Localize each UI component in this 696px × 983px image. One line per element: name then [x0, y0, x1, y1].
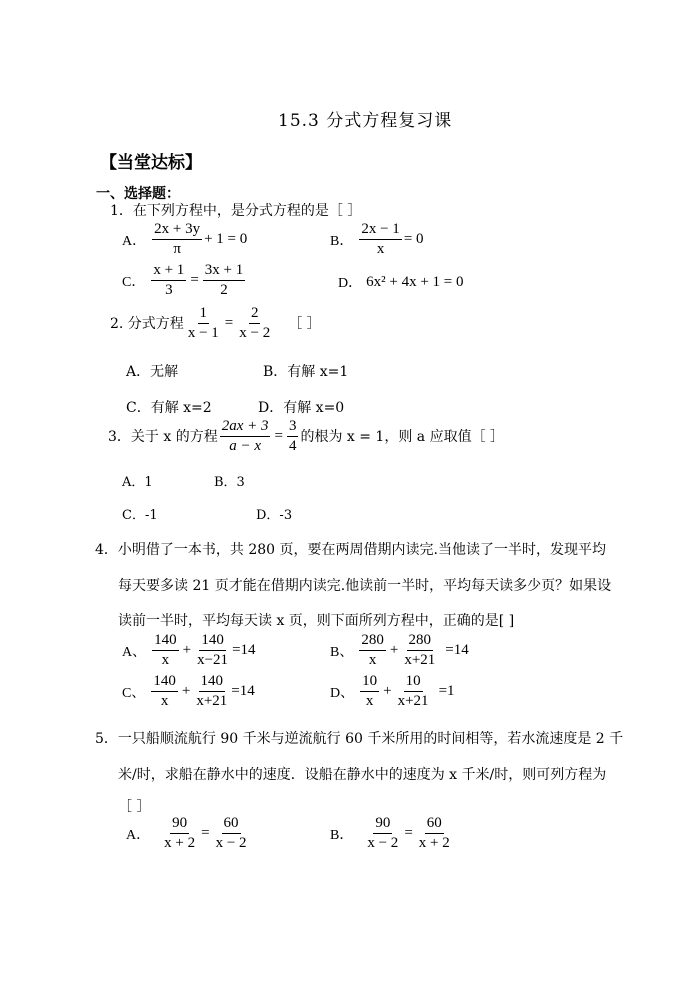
q5-option-a [126, 815, 251, 852]
q2-prefix: 2. 分式方程 [110, 315, 184, 332]
option-label: A． [126, 827, 151, 843]
option-label: D、 [330, 685, 355, 701]
fraction [152, 632, 179, 669]
denominator: x−21 [197, 652, 229, 668]
q3-option-c: C．-1 [122, 508, 158, 523]
q2-option-d: D．有解 x=0 [258, 400, 345, 416]
numerator: 60 [425, 815, 444, 834]
numerator: 2 [249, 305, 261, 324]
numerator: 2x + 3y [152, 221, 202, 240]
q3-suffix: 的根为 x = 1，则 a 应取值［ ］ [300, 428, 505, 445]
denominator: x [160, 693, 169, 709]
numerator: 90 [170, 815, 189, 834]
fraction [151, 262, 186, 299]
q4-option-d [330, 673, 455, 710]
denominator: x [365, 693, 374, 709]
denominator: x − 2 [239, 325, 271, 341]
fraction [402, 632, 437, 669]
fraction [195, 632, 230, 669]
numerator: 2x − 1 [359, 221, 401, 240]
denominator: x − 2 [215, 835, 247, 851]
fraction [359, 632, 386, 669]
denominator: x [368, 652, 377, 668]
q4-option-b [330, 632, 469, 669]
equals-sign: = [274, 428, 283, 444]
fraction [194, 673, 229, 710]
option-label: D． [338, 276, 363, 291]
fraction [396, 673, 431, 710]
q4-line-3: 读前一半时，平均每天读 x 页，则下面所列方程中，正确的是[ ] [118, 613, 515, 629]
q1-stem: 1．在下列方程中，是分式方程的是［ ］ [110, 203, 362, 219]
equals-sign: = [224, 315, 234, 331]
equals-sign: = [404, 825, 413, 841]
option-label: C． [122, 274, 146, 290]
q5-line-3: ［ ］ [118, 799, 151, 815]
q4-option-c [122, 673, 255, 710]
fraction [214, 815, 249, 852]
denominator: x [161, 652, 170, 668]
q5-line-1: 5．一只船顺流航行 90 千米与逆流航行 60 千米所用的时间相等，若水流速度是 2 千 [95, 731, 624, 747]
denominator: x+21 [397, 693, 429, 709]
option-label: B． [330, 827, 354, 843]
denominator: x + 2 [164, 835, 196, 851]
numerator: 10 [404, 673, 423, 692]
q5-line-2: 米/时，求船在静水中的速度．设船在静水中的速度为 x 千米/时，则可列方程为 [118, 767, 607, 783]
subheading-choice: 一、选择题： [96, 186, 180, 202]
fraction [287, 418, 299, 455]
q3-stem [108, 418, 504, 455]
numerator: 140 [199, 632, 226, 651]
expression-rest: =14 [231, 683, 255, 699]
fraction [186, 305, 221, 342]
fraction [151, 673, 178, 710]
numerator: 280 [407, 632, 434, 651]
q3-option-d: D．-3 [256, 508, 293, 523]
numerator: 60 [222, 815, 241, 834]
q2-stem [110, 305, 321, 342]
q2-option-a: A．无解 [126, 364, 179, 380]
fraction [220, 418, 271, 455]
numerator: 3 [287, 418, 299, 437]
denominator: x [376, 241, 385, 257]
denominator: 3 [165, 282, 173, 298]
q1-option-d [338, 272, 464, 292]
option-label: B、 [330, 644, 354, 660]
equals-sign: = [201, 825, 210, 841]
fraction [203, 262, 245, 299]
numerator: 2ax + 3 [220, 418, 271, 437]
option-label: C、 [122, 685, 146, 701]
denominator: 4 [288, 438, 297, 454]
plus-sign: + [389, 642, 399, 658]
denominator: x + 2 [418, 835, 450, 851]
option-label: A、 [122, 644, 147, 660]
answer-bracket: ［ ］ [288, 315, 321, 332]
denominator: 2 [220, 282, 228, 298]
expression: 6x² + 4x + 1 = 0 [366, 273, 464, 290]
q1-option-b [330, 221, 424, 258]
expression-rest: =14 [445, 642, 469, 658]
numerator: 1 [198, 305, 210, 324]
denominator: x − 2 [367, 835, 399, 851]
fraction [365, 815, 400, 852]
plus-sign: + [181, 683, 191, 699]
numerator: 90 [373, 815, 392, 834]
fraction [237, 305, 272, 342]
q2-option-c: C．有解 x=2 [126, 400, 212, 416]
q2-option-b: B．有解 x=1 [263, 364, 349, 380]
q3-option-a: A．1 [122, 475, 153, 490]
numerator: 10 [360, 673, 379, 692]
expression-rest: = 0 [403, 231, 424, 247]
numerator: x + 1 [151, 262, 186, 281]
numerator: 140 [152, 632, 179, 651]
expression-rest: + 1 = 0 [204, 231, 248, 247]
fraction [359, 221, 401, 258]
expression-rest: =14 [232, 642, 256, 658]
numerator: 140 [151, 673, 178, 692]
fraction [152, 221, 202, 258]
q3-option-b: B．3 [214, 475, 245, 490]
denominator: x+21 [196, 693, 228, 709]
fraction [162, 815, 197, 852]
fraction [417, 815, 452, 852]
expression-rest: =1 [438, 683, 455, 699]
fraction [360, 673, 379, 710]
numerator: 3x + 1 [203, 262, 245, 281]
q1-option-a [122, 221, 247, 258]
numerator: 140 [199, 673, 226, 692]
q4-option-a [122, 632, 256, 669]
page-title: 15.3 分式方程复习课 [278, 111, 453, 131]
denominator: x − 1 [187, 325, 219, 341]
q5-option-b [330, 815, 454, 852]
q4-line-1: 4．小明借了一本书，共 280 页，要在两周借期内读完.当他读了一半时，发现平均 [95, 542, 606, 558]
section-heading: 【当堂达标】 [100, 153, 202, 173]
denominator: π [173, 241, 181, 257]
numerator: 280 [359, 632, 386, 651]
q4-line-2: 每天要多读 21 页才能在借期内读完.他读前一半时，平均每天读多少页？如果设 [118, 578, 612, 594]
denominator: x+21 [404, 652, 436, 668]
plus-sign: + [182, 642, 192, 658]
option-label: B． [330, 233, 354, 249]
denominator: a − x [229, 438, 261, 454]
q1-option-c [122, 262, 247, 299]
equals-sign: = [190, 272, 199, 288]
q3-prefix: 3．关于 x 的方程 [108, 428, 218, 445]
plus-sign: + [383, 683, 392, 699]
option-label: A． [122, 233, 147, 249]
